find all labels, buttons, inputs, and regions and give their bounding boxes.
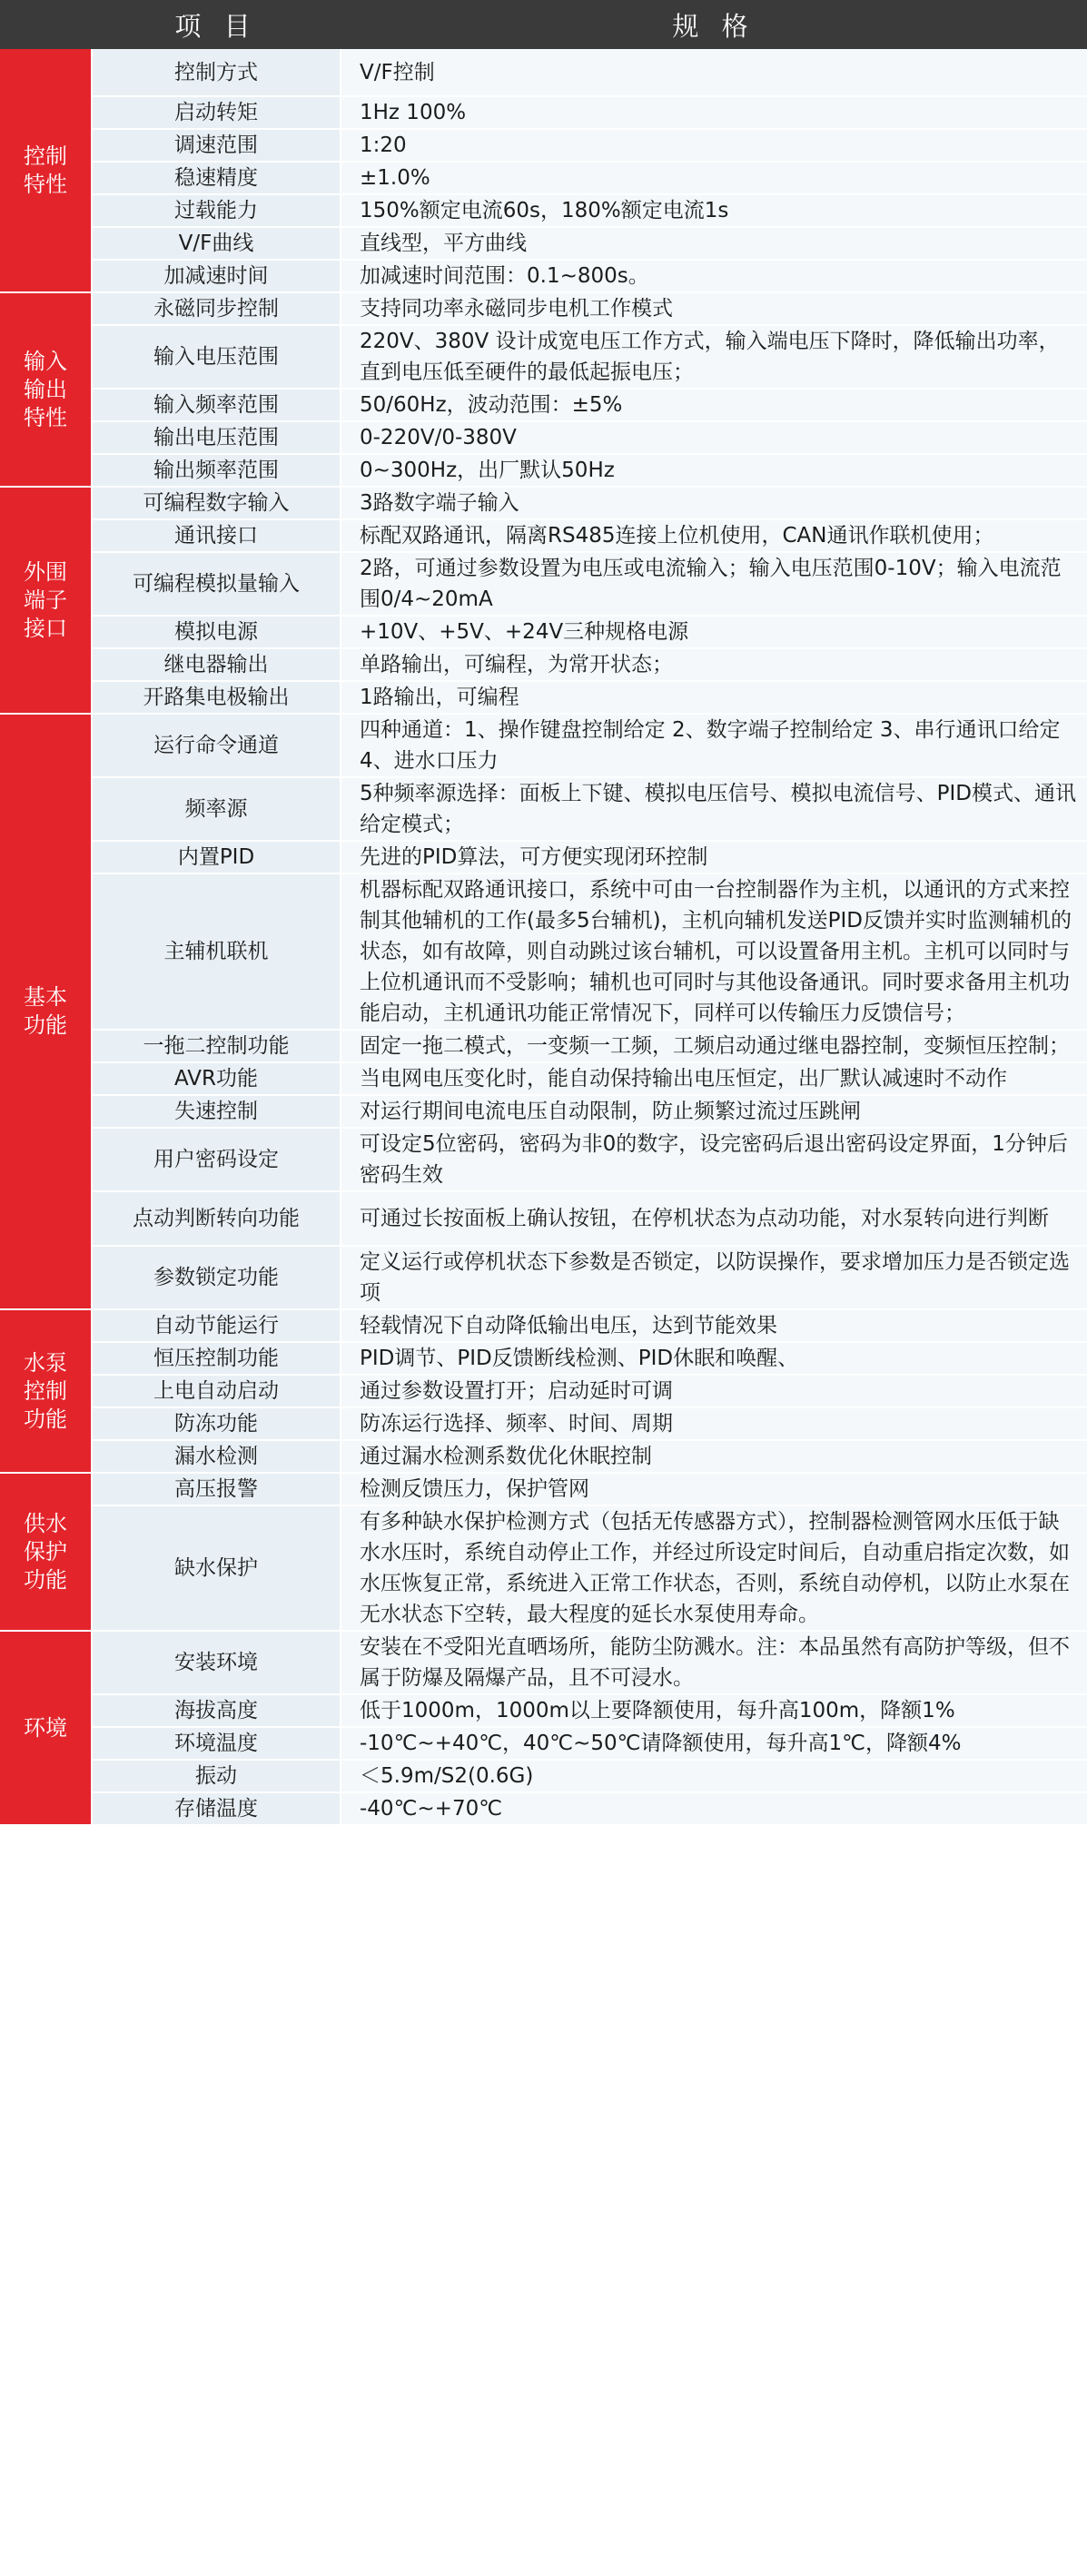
item-name: 模拟电源	[92, 616, 341, 648]
table-row	[0, 129, 1087, 162]
item-name: 用户密码设定	[92, 1128, 341, 1191]
table-row	[0, 714, 1087, 777]
category-cell	[0, 49, 92, 292]
item-name: 振动	[92, 1760, 341, 1792]
category-label: 控制特性	[24, 143, 67, 197]
table-row	[0, 552, 1087, 616]
spec-value: 可设定5位密码，密码为非0的数字，设完密码后退出密码设定界面，1分钟后密码生效	[341, 1128, 1087, 1191]
spec-value: PID调节、PID反馈断线检测、PID休眠和唤醒、	[341, 1342, 1087, 1375]
category-label: 输入输出特性	[24, 348, 67, 430]
spec-value: 1Hz 100%	[341, 96, 1087, 129]
spec-value: 直线型，平方曲线	[341, 227, 1087, 260]
spec-value: 加减速时间范围：0.1~800s。	[341, 260, 1087, 292]
item-name: 加减速时间	[92, 260, 341, 292]
table-row	[0, 1505, 1087, 1631]
spec-value: 先进的PID算法，可方便实现闭环控制	[341, 841, 1087, 873]
item-name: 安装环境	[92, 1631, 341, 1694]
spec-value: 四种通道：1、操作键盘控制给定 2、数字端子控制给定 3、串行通讯口给定 4、进水口压力	[341, 714, 1087, 777]
category-cell	[0, 487, 92, 714]
category-label: 基本功能	[24, 984, 67, 1038]
spec-value: 通过参数设置打开；启动延时可调	[341, 1375, 1087, 1407]
item-name: 失速控制	[92, 1095, 341, 1128]
table-row	[0, 1727, 1087, 1760]
header-spec: 规 格	[341, 0, 1087, 49]
item-name: 控制方式	[92, 49, 341, 96]
table-row	[0, 162, 1087, 194]
spec-value: 2路，可通过参数设置为电压或电流输入；输入电压范围0-10V；输入电流范围0/4~20mA	[341, 552, 1087, 616]
item-name: 海拔高度	[92, 1694, 341, 1727]
table-row	[0, 1440, 1087, 1473]
item-name: 参数锁定功能	[92, 1246, 341, 1309]
spec-value: 5种频率源选择：面板上下键、模拟电压信号、模拟电流信号、PID模式、通讯给定模式；	[341, 777, 1087, 841]
table-header-row	[0, 0, 1087, 49]
item-name: 上电自动启动	[92, 1375, 341, 1407]
table-row	[0, 519, 1087, 552]
table-row	[0, 49, 1087, 96]
table-row	[0, 389, 1087, 421]
item-name: 频率源	[92, 777, 341, 841]
category-cell	[0, 714, 92, 1309]
spec-value: 3路数字端子输入	[341, 487, 1087, 519]
item-name: 漏水检测	[92, 1440, 341, 1473]
spec-value: -10℃~+40℃，40℃~50℃请降额使用，每升高1℃，降额4%	[341, 1727, 1087, 1760]
spec-value: 对运行期间电流电压自动限制，防止频繁过流过压跳闸	[341, 1095, 1087, 1128]
spec-value: 安装在不受阳光直晒场所，能防尘防溅水。注：本品虽然有高防护等级，但不属于防爆及隔爆产品，且不可浸水。	[341, 1631, 1087, 1694]
spec-value: 标配双路通讯，隔离RS485连接上位机使用，CAN通讯作联机使用；	[341, 519, 1087, 552]
category-label: 供水保护功能	[24, 1510, 67, 1593]
table-row	[0, 841, 1087, 873]
table-row	[0, 873, 1087, 1030]
item-name: 可编程模拟量输入	[92, 552, 341, 616]
spec-value: 1:20	[341, 129, 1087, 162]
category-label: 环境	[24, 1714, 67, 1741]
table-row	[0, 1309, 1087, 1342]
table-row	[0, 1191, 1087, 1246]
item-name: 输入电压范围	[92, 325, 341, 389]
table-row	[0, 1030, 1087, 1062]
table-row	[0, 1694, 1087, 1727]
spec-value: 支持同功率永磁同步电机工作模式	[341, 292, 1087, 325]
item-name: 缺水保护	[92, 1505, 341, 1631]
spec-value: 低于1000m，1000m以上要降额使用，每升高100m，降额1%	[341, 1694, 1087, 1727]
item-name: 防冻功能	[92, 1407, 341, 1440]
spec-value: 检测反馈压力，保护管网	[341, 1473, 1087, 1505]
category-cell	[0, 1309, 92, 1473]
item-name: 主辅机联机	[92, 873, 341, 1030]
item-name: 通讯接口	[92, 519, 341, 552]
spec-value: 1路输出，可编程	[341, 681, 1087, 714]
spec-value: +10V、+5V、+24V三种规格电源	[341, 616, 1087, 648]
item-name: 点动判断转向功能	[92, 1191, 341, 1246]
spec-value: -40℃~+70℃	[341, 1792, 1087, 1825]
table-row	[0, 96, 1087, 129]
spec-value: 当电网电压变化时，能自动保持输出电压恒定，出厂默认减速时不动作	[341, 1062, 1087, 1095]
spec-value: 定义运行或停机状态下参数是否锁定，以防误操作，要求增加压力是否锁定选项	[341, 1246, 1087, 1309]
item-name: 输入频率范围	[92, 389, 341, 421]
table-row	[0, 454, 1087, 487]
item-name: 恒压控制功能	[92, 1342, 341, 1375]
header-category-cell	[0, 0, 92, 49]
item-name: 输出电压范围	[92, 421, 341, 454]
spec-value: 220V、380V 设计成宽电压工作方式，输入端电压下降时，降低输出功率，直到电压低至硬件的最低起振电压；	[341, 325, 1087, 389]
table-row	[0, 1342, 1087, 1375]
header-item: 项 目	[92, 0, 341, 49]
category-cell	[0, 292, 92, 487]
category-label: 水泵控制功能	[24, 1349, 67, 1432]
table-row	[0, 1128, 1087, 1191]
table-row	[0, 1407, 1087, 1440]
item-name: 环境温度	[92, 1727, 341, 1760]
spec-value: 0~300Hz，出厂默认50Hz	[341, 454, 1087, 487]
item-name: 过载能力	[92, 194, 341, 227]
spec-value: 单路输出，可编程，为常开状态；	[341, 648, 1087, 681]
category-cell	[0, 1631, 92, 1825]
spec-value: 0-220V/0-380V	[341, 421, 1087, 454]
table-row	[0, 1760, 1087, 1792]
spec-value: 150%额定电流60s，180%额定电流1s	[341, 194, 1087, 227]
category-label: 外围端子接口	[24, 558, 67, 641]
table-row	[0, 1473, 1087, 1505]
table-row	[0, 421, 1087, 454]
spec-value: 防冻运行选择、频率、时间、周期	[341, 1407, 1087, 1440]
item-name: 自动节能运行	[92, 1309, 341, 1342]
table-row	[0, 325, 1087, 389]
table-row	[0, 1095, 1087, 1128]
table-row	[0, 194, 1087, 227]
table-row	[0, 1062, 1087, 1095]
item-name: 开路集电极输出	[92, 681, 341, 714]
spec-value: 轻载情况下自动降低输出电压，达到节能效果	[341, 1309, 1087, 1342]
spec-value: 可通过长按面板上确认按钮，在停机状态为点动功能，对水泵转向进行判断	[341, 1191, 1087, 1246]
spec-value: ＜5.9m/S2(0.6G)	[341, 1760, 1087, 1792]
item-name: 高压报警	[92, 1473, 341, 1505]
table-row	[0, 616, 1087, 648]
table-row	[0, 1631, 1087, 1694]
spec-value: 通过漏水检测系数优化休眠控制	[341, 1440, 1087, 1473]
spec-value: V/F控制	[341, 49, 1087, 96]
item-name: V/F曲线	[92, 227, 341, 260]
table-row	[0, 1246, 1087, 1309]
table-row	[0, 487, 1087, 519]
table-row	[0, 1792, 1087, 1825]
item-name: 稳速精度	[92, 162, 341, 194]
spec-body	[0, 49, 1087, 1825]
item-name: 可编程数字输入	[92, 487, 341, 519]
item-name: 调速范围	[92, 129, 341, 162]
table-row	[0, 227, 1087, 260]
item-name: 输出频率范围	[92, 454, 341, 487]
spec-value: ±1.0%	[341, 162, 1087, 194]
item-name: 存储温度	[92, 1792, 341, 1825]
table-row	[0, 777, 1087, 841]
item-name: 启动转矩	[92, 96, 341, 129]
item-name: 永磁同步控制	[92, 292, 341, 325]
table-row	[0, 648, 1087, 681]
table-row	[0, 292, 1087, 325]
item-name: 内置PID	[92, 841, 341, 873]
item-name: 运行命令通道	[92, 714, 341, 777]
spec-value: 有多种缺水保护检测方式（包括无传感器方式），控制器检测管网水压低于缺水水压时，系统自动停止工作，并经过所设定时间后，自动重启指定次数，如水压恢复正常，系统进入正常工作状态，否则，系统自动停机，以防止水泵在无水状态下空转，最大程度的延长水泵使用寿命。	[341, 1505, 1087, 1631]
table-row	[0, 1375, 1087, 1407]
table-row	[0, 681, 1087, 714]
item-name: 一拖二控制功能	[92, 1030, 341, 1062]
spec-value: 固定一拖二模式，一变频一工频，工频启动通过继电器控制，变频恒压控制；	[341, 1030, 1087, 1062]
item-name: AVR功能	[92, 1062, 341, 1095]
table-row	[0, 260, 1087, 292]
item-name: 继电器输出	[92, 648, 341, 681]
category-cell	[0, 1473, 92, 1631]
spec-value: 50/60Hz，波动范围：±5%	[341, 389, 1087, 421]
spec-value: 机器标配双路通讯接口，系统中可由一台控制器作为主机，以通讯的方式来控制其他辅机的工作(最多5台辅机)，主机向辅机发送PID反馈并实时监测辅机的状态，如有故障，则自动跳过该台辅机，可以设置备用主机。主机可以同时与上位机通讯而不受影响；辅机也可同时与其他设备通讯。同时要求备用主机功能启动，主机通讯功能正常情况下，同样可以传输压力反馈信号；	[341, 873, 1087, 1030]
